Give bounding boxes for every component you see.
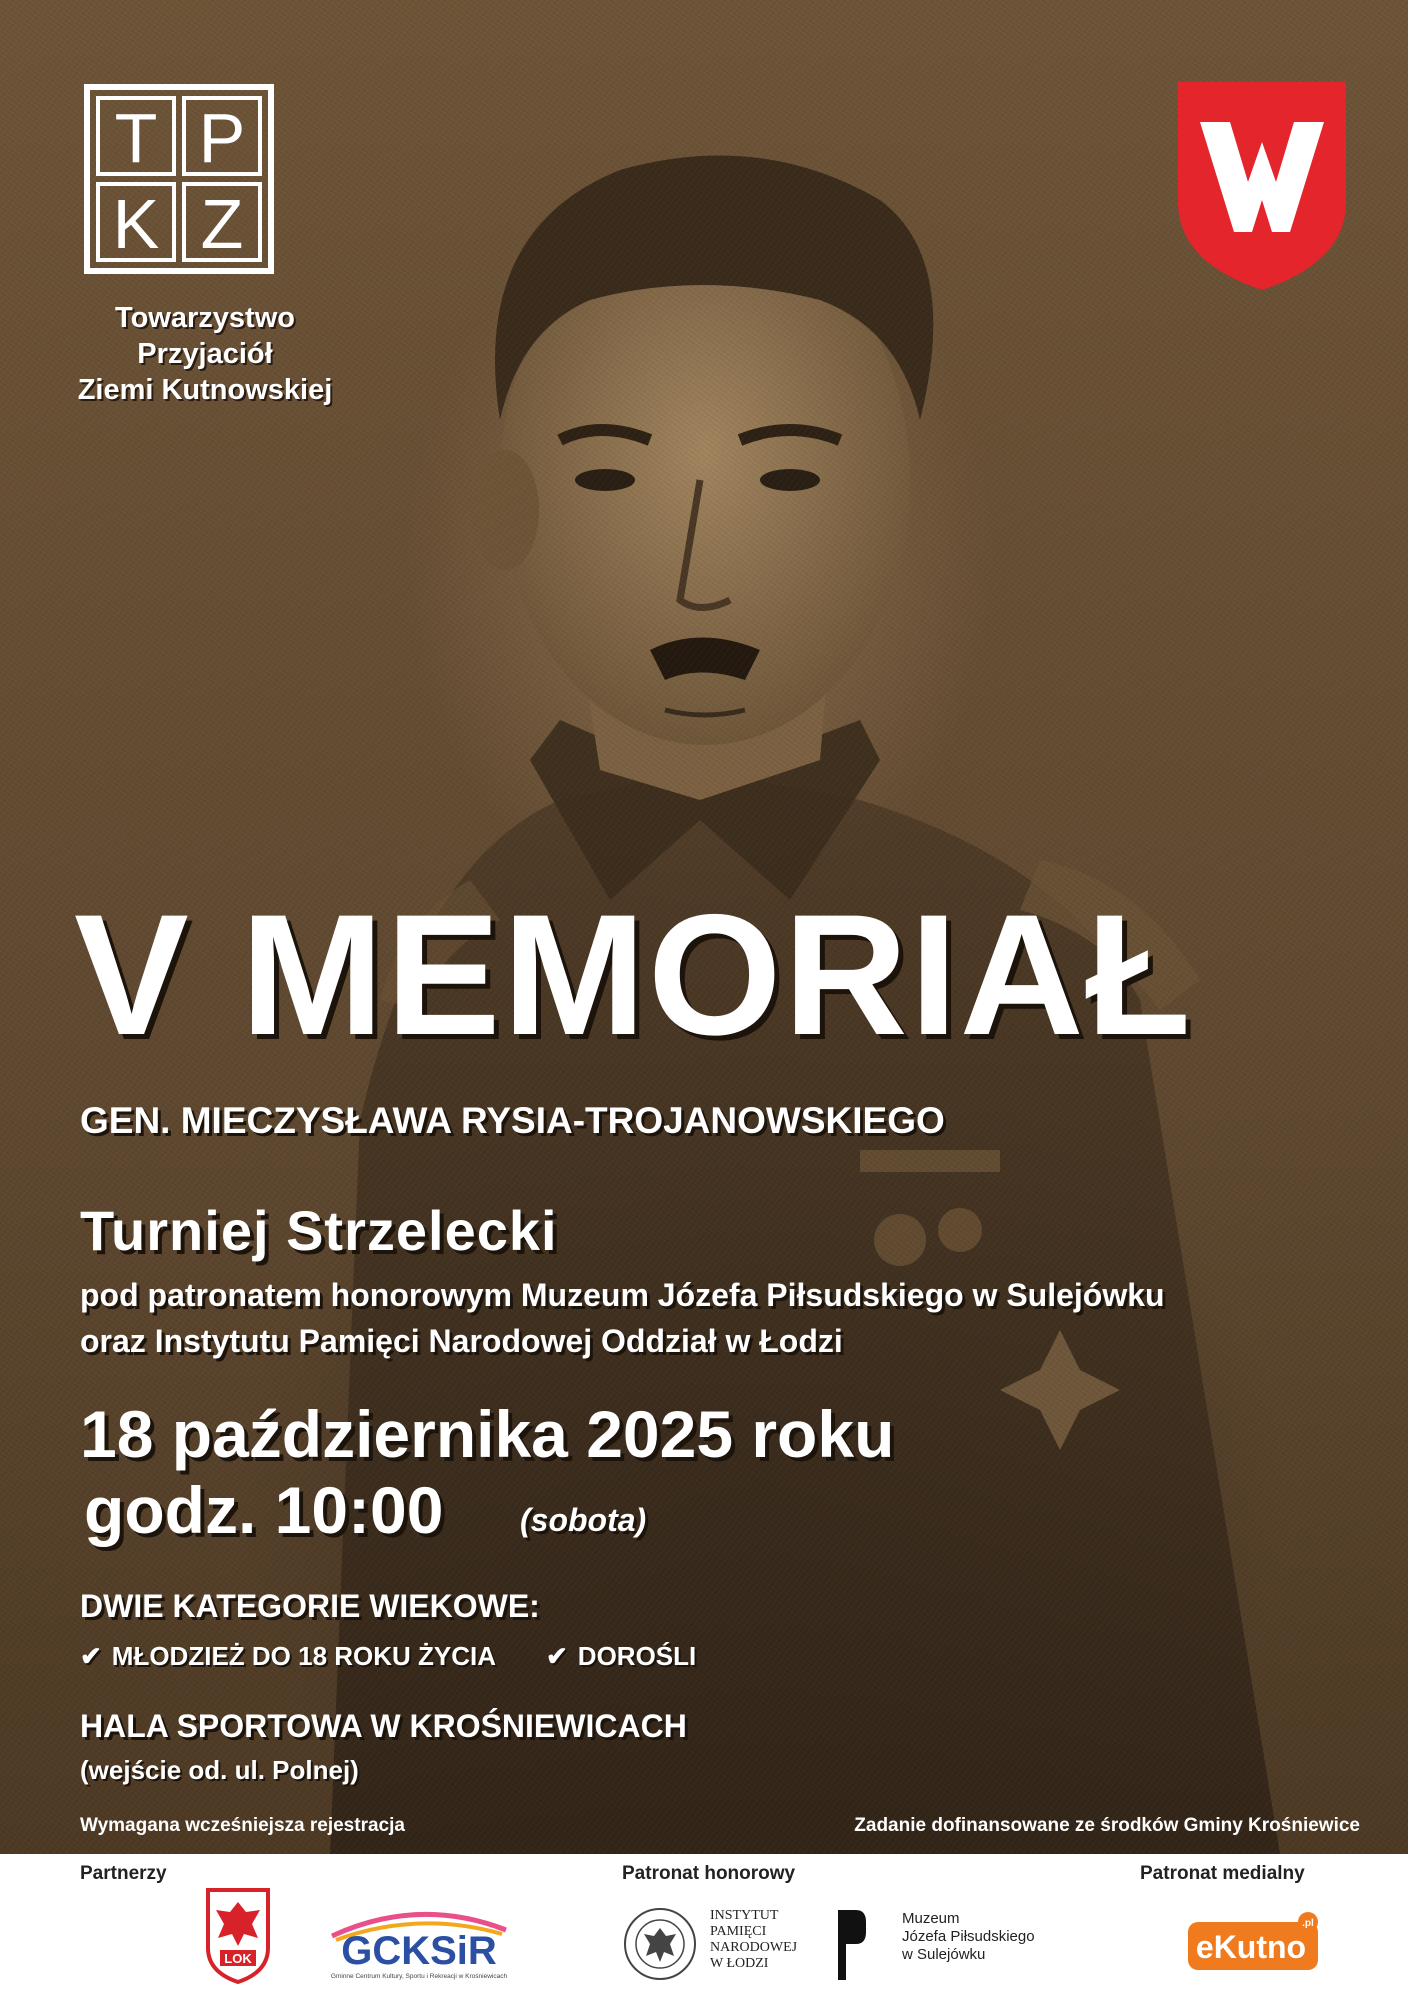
svg-text:K: K [112, 185, 160, 263]
media-patronage-label: Patronat medialny [1140, 1863, 1305, 1884]
ipn-name [710, 1908, 830, 1972]
sponsors-footer [0, 1854, 1408, 2000]
category-adults [546, 1638, 696, 1674]
category-youth [80, 1638, 496, 1674]
organization-name-line: Ziemi Kutnowskiej [77, 374, 333, 406]
patronage-line: oraz Instytutu Pamięci Narodowej Oddział w Łodzi [80, 1323, 843, 1359]
ipn-name-line: PAMIĘCI [710, 1924, 767, 1939]
organization-name [40, 300, 370, 408]
museum-name [902, 1910, 1052, 1964]
ipn-seal-icon [622, 1906, 698, 1982]
category-label: MŁODZIEŻ DO 18 ROKU ŻYCIA [111, 1641, 497, 1671]
check-icon: ✔ [80, 1641, 102, 1671]
event-day: (sobota) [520, 1502, 647, 1538]
svg-text:Z: Z [200, 185, 244, 263]
svg-text:eKutno: eKutno [1195, 1929, 1307, 1965]
museum-name-line: Józefa Piłsudskiego [902, 1928, 1035, 1945]
ipn-name-line: NARODOWEJ [710, 1940, 798, 1955]
ipn-name-line: INSTYTUT [710, 1908, 779, 1923]
partners-label: Partnerzy [80, 1863, 167, 1884]
gcksir-logo [312, 1906, 526, 1982]
venue-name: HALA SPORTOWA W KROŚNIEWICACH [80, 1708, 687, 1744]
ekutno-logo [1188, 1912, 1318, 1972]
ipn-name-line: W ŁODZI [710, 1956, 769, 1971]
category-label: DOROŚLI [577, 1641, 697, 1671]
check-icon: ✔ [546, 1641, 568, 1671]
lok-eagle-icon [206, 1888, 270, 1984]
honorary-patronage-label: Patronat honorowy [622, 1863, 796, 1884]
coat-of-arms-icon [1178, 82, 1346, 290]
svg-text:LOK: LOK [224, 1951, 252, 1966]
venue-entrance-note: (wejście od. ul. Polnej) [80, 1755, 359, 1785]
svg-text:P: P [198, 99, 246, 177]
svg-text:GCKSiR: GCKSiR [341, 1929, 497, 1973]
categories-heading: DWIE KATEGORIE WIEKOWE: [80, 1588, 540, 1624]
event-date: 18 października 2025 roku [80, 1397, 895, 1471]
museum-name-line: w Sulejówku [902, 1946, 986, 1963]
svg-text:T: T [114, 99, 158, 177]
patronage-text [80, 1272, 1165, 1364]
event-time: godz. 10:00 [84, 1473, 444, 1547]
museum-mark-icon [836, 1910, 866, 1980]
organization-name-line: Towarzystwo [115, 302, 295, 334]
patronage-line: pod patronatem honorowym Muzeum Józefa Piłsudskiego w Sulejówku [80, 1277, 1165, 1313]
svg-text:.pl: .pl [1302, 1918, 1314, 1929]
funding-note: Zadanie dofinansowane ze środków Gminy Krośniewice [854, 1815, 1360, 1836]
museum-name-line: Muzeum [902, 1910, 960, 1927]
event-title: V MEMORIAŁ [74, 879, 1193, 1071]
svg-text:Gminne Centrum Kultury, Sportu: Gminne Centrum Kultury, Sportu i Rekreacji w Krośniewicach [330, 1973, 508, 1980]
tpzk-logo-icon [84, 84, 274, 274]
event-subtitle: GEN. MIECZYSŁAWA RYSIA-TROJANOWSKIEGO [80, 1100, 945, 1141]
registration-note: Wymagana wcześniejsza rejestracja [80, 1815, 405, 1836]
organization-name-line: Przyjaciół [137, 338, 273, 370]
tournament-name: Turniej Strzelecki [80, 1199, 558, 1262]
